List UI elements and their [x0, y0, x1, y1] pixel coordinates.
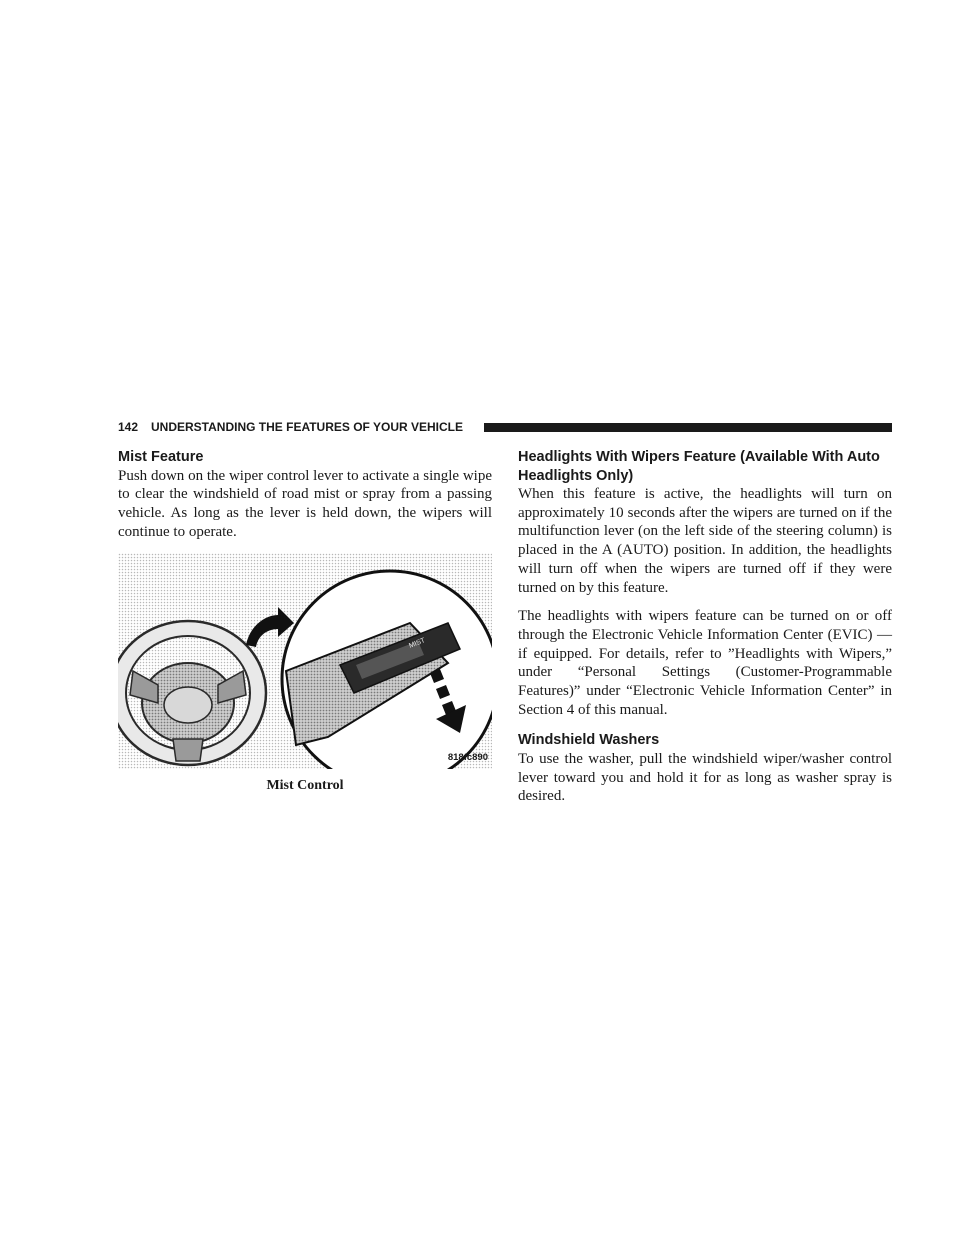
mist-feature-body: Push down on the wiper control lever to activate a single wipe to clear the windshield of road mist or spray from a passing vehicle. As long as the lever is held down, the wipers will continue to operate. — [118, 467, 492, 540]
lever-mist-label: MIST — [408, 637, 427, 651]
mist-control-figure — [118, 553, 492, 769]
page-header — [118, 419, 892, 435]
headlights-wipers-paragraph-1: When this feature is active, the headlights will turn on approximately 10 seconds after the wipers are turned on if the multifunction lever (on the left side of the steering column) is placed in the A (AUTO) position. In addition, the headlights will turn off when the wipers are turned off if they were turned on by this feature. — [518, 486, 892, 596]
windshield-washers-body: To use the washer, pull the windshield wiper/washer control lever toward you and hold it for as long as washer spray is desired. — [518, 750, 892, 805]
section-title: UNDERSTANDING THE FEATURES OF YOUR VEHICLE — [151, 420, 464, 434]
headlights-wipers-heading: Headlights With Wipers Feature (Available With Auto Headlights Only) — [518, 449, 880, 484]
mist-feature-heading: Mist Feature — [118, 449, 204, 465]
left-column — [118, 448, 492, 795]
headlights-wipers-paragraph-2: The headlights with wipers feature can be turned on or off through the Electronic Vehicle Information Center (EVIC) — if equipped. For details, refer to ”Headlights with Wipers,” under “Personal Settings (Customer-Programmable Features)” under “Electronic Vehicle Information Center” in Section 4 of this manual. — [518, 608, 892, 718]
magnified-lever-view — [282, 571, 492, 769]
steering-wheel-illustration — [118, 553, 492, 769]
figure-caption: Mist Control — [266, 778, 344, 794]
windshield-washers-heading: Windshield Washers — [518, 732, 660, 749]
page-number: 142 — [118, 420, 139, 434]
figure-code: 818fc890 — [447, 752, 488, 764]
steering-wheel — [118, 621, 266, 765]
right-column — [518, 448, 892, 806]
header-rule — [484, 423, 892, 432]
